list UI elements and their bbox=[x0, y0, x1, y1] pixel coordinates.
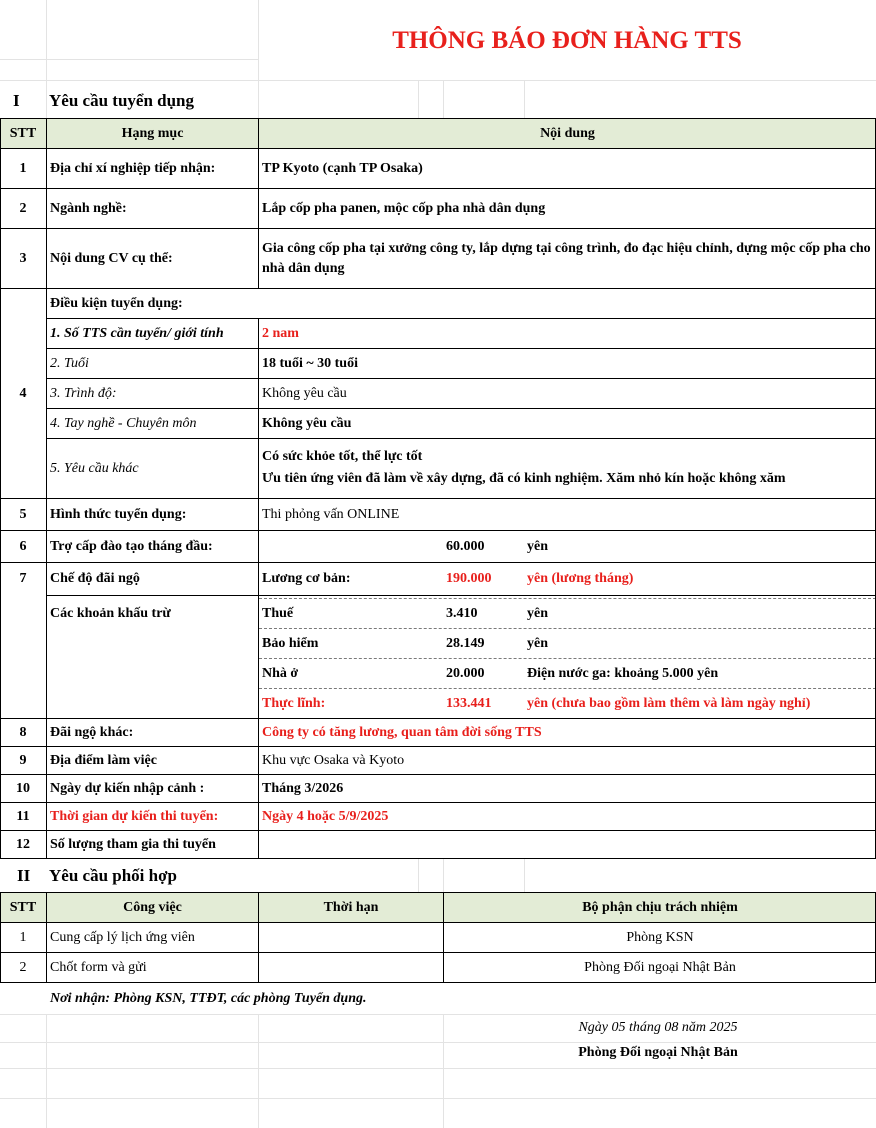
sub-value-line2: Ưu tiên ứng viên đã làm về xây dựng, đã có kinh nghiệm. Xăm nhỏ kín hoặc không xăm bbox=[262, 471, 786, 486]
table-row-task: Chốt form và gửi bbox=[50, 959, 147, 975]
row-label: Hình thức tuyển dụng: bbox=[50, 506, 187, 522]
row-stt: 5 bbox=[19, 506, 27, 522]
unit: yên bbox=[527, 538, 548, 554]
row-stt: 3 bbox=[19, 250, 27, 266]
row-stt: 7 bbox=[19, 571, 27, 586]
deduction-amount: 3.410 bbox=[446, 605, 478, 621]
row-stt: 8 bbox=[19, 724, 27, 740]
row-value: Lắp cốp pha panen, mộc cốp pha nhà dân dụng bbox=[262, 200, 546, 216]
table-row-dept: Phòng Đối ngoại Nhật Bản bbox=[584, 959, 736, 975]
sub-label: 5. Yêu cầu khác bbox=[50, 460, 139, 476]
row-value: Ngày 4 hoặc 5/9/2025 bbox=[262, 808, 389, 824]
table-row-task: Cung cấp lý lịch ứng viên bbox=[50, 929, 195, 945]
sub-value: Không yêu cầu bbox=[262, 415, 352, 431]
header-content: Nội dung bbox=[540, 125, 595, 141]
section-number: I bbox=[13, 91, 20, 110]
sub-label: 3. Trình độ: bbox=[50, 385, 117, 401]
row-label: Địa chỉ xí nghiệp tiếp nhận: bbox=[50, 160, 216, 176]
row-stt: 1 bbox=[19, 160, 27, 176]
row-value: Tháng 3/2026 bbox=[262, 780, 344, 796]
row-label: Nội dung CV cụ thể: bbox=[50, 250, 173, 266]
row-value: TP Kyoto (cạnh TP Osaka) bbox=[262, 160, 423, 176]
sub-value-line1: Có sức khỏe tốt, thể lực tốt bbox=[262, 449, 423, 464]
net-pay-unit: yên (chưa bao gồm làm thêm và làm ngày nghỉ) bbox=[527, 695, 811, 711]
header-item: Hạng mục bbox=[121, 125, 184, 141]
net-pay-label: Thực lĩnh: bbox=[262, 695, 326, 711]
table-row-deadline bbox=[259, 923, 443, 952]
table-row-stt: 1 bbox=[19, 929, 27, 945]
row-stt: 12 bbox=[16, 836, 30, 852]
row-label: Ngành nghề: bbox=[50, 200, 127, 216]
sub-value: 18 tuổi ~ 30 tuổi bbox=[262, 355, 358, 371]
row-label: Thời gian dự kiến thi tuyển: bbox=[50, 808, 219, 824]
header-stt: STT bbox=[9, 899, 37, 915]
sub-value: 2 nam bbox=[262, 325, 299, 341]
sub-label: 1. Số TTS cần tuyển/ giới tính bbox=[50, 325, 224, 341]
row-stt: 6 bbox=[19, 538, 27, 554]
row-label: Điều kiện tuyển dụng: bbox=[50, 295, 183, 311]
row-stt: 11 bbox=[16, 808, 30, 824]
row-label: Ngày dự kiến nhập cảnh : bbox=[50, 780, 205, 796]
row-value: Công ty có tăng lương, quan tâm đời sống TTS bbox=[262, 724, 542, 740]
page-title: THÔNG BÁO ĐƠN HÀNG TTS bbox=[392, 27, 742, 54]
sub-label: 4. Tay nghề - Chuyên môn bbox=[50, 415, 197, 431]
date-line: Ngày 05 tháng 08 năm 2025 bbox=[578, 1020, 738, 1035]
row-label: Đãi ngộ khác: bbox=[50, 724, 134, 740]
row-label: Địa điểm làm việc bbox=[50, 752, 157, 768]
deduction-label: Nhà ở bbox=[262, 665, 299, 681]
section-title: Yêu cầu phối hợp bbox=[49, 866, 177, 885]
table-row-dept: Phòng KSN bbox=[626, 929, 694, 945]
section-title: Yêu cầu tuyển dụng bbox=[49, 91, 195, 110]
amount: 190.000 bbox=[446, 571, 492, 586]
row-stt: 4 bbox=[19, 385, 27, 401]
header-dept: Bộ phận chịu trách nhiệm bbox=[582, 899, 738, 915]
row-stt: 9 bbox=[19, 752, 27, 768]
deduction-unit: Điện nước ga: khoảng 5.000 yên bbox=[527, 665, 719, 681]
row-value: Gia công cốp pha tại xưởng công ty, lắp dựng tại công trình, đo đạc hiệu chỉnh, dựng mộc cốp pha cho nhà dân dụng bbox=[262, 240, 871, 276]
row-stt: 2 bbox=[19, 200, 27, 216]
header-stt: STT bbox=[9, 125, 37, 141]
row-stt: 10 bbox=[16, 780, 30, 796]
row-label: Số lượng tham gia thi tuyển bbox=[50, 836, 216, 852]
deduction-unit: yên bbox=[527, 635, 548, 651]
signature: Phòng Đối ngoại Nhật Bản bbox=[578, 1045, 738, 1060]
header-deadline: Thời hạn bbox=[323, 899, 379, 915]
row-value bbox=[259, 831, 876, 858]
deductions-label: Các khoản khấu trừ bbox=[50, 606, 171, 621]
net-pay-amount: 133.441 bbox=[446, 695, 492, 711]
deduction-amount: 20.000 bbox=[446, 665, 485, 681]
row-value: Thi phỏng vấn ONLINE bbox=[262, 506, 400, 522]
deduction-unit: yên bbox=[527, 605, 548, 621]
table-row-stt: 2 bbox=[19, 959, 27, 975]
unit: yên (lương tháng) bbox=[527, 571, 634, 586]
sub-label: 2. Tuổi bbox=[50, 355, 89, 371]
sub-label: Lương cơ bản: bbox=[262, 571, 351, 586]
deduction-label: Thuế bbox=[262, 605, 294, 621]
row-label: Chế độ đãi ngộ bbox=[50, 571, 140, 586]
sub-value: Không yêu cầu bbox=[262, 385, 347, 401]
deduction-amount: 28.149 bbox=[446, 635, 485, 651]
header-task: Công việc bbox=[123, 899, 182, 915]
section-number: II bbox=[17, 866, 31, 885]
table-row-deadline bbox=[259, 953, 443, 982]
row-label: Trợ cấp đào tạo tháng đầu: bbox=[50, 538, 213, 554]
recipients-note: Nơi nhận: Phòng KSN, TTĐT, các phòng Tuyển dụng. bbox=[50, 991, 367, 1006]
row-value: Khu vực Osaka và Kyoto bbox=[262, 752, 405, 768]
deduction-label: Bảo hiểm bbox=[262, 635, 319, 651]
amount: 60.000 bbox=[446, 538, 485, 554]
